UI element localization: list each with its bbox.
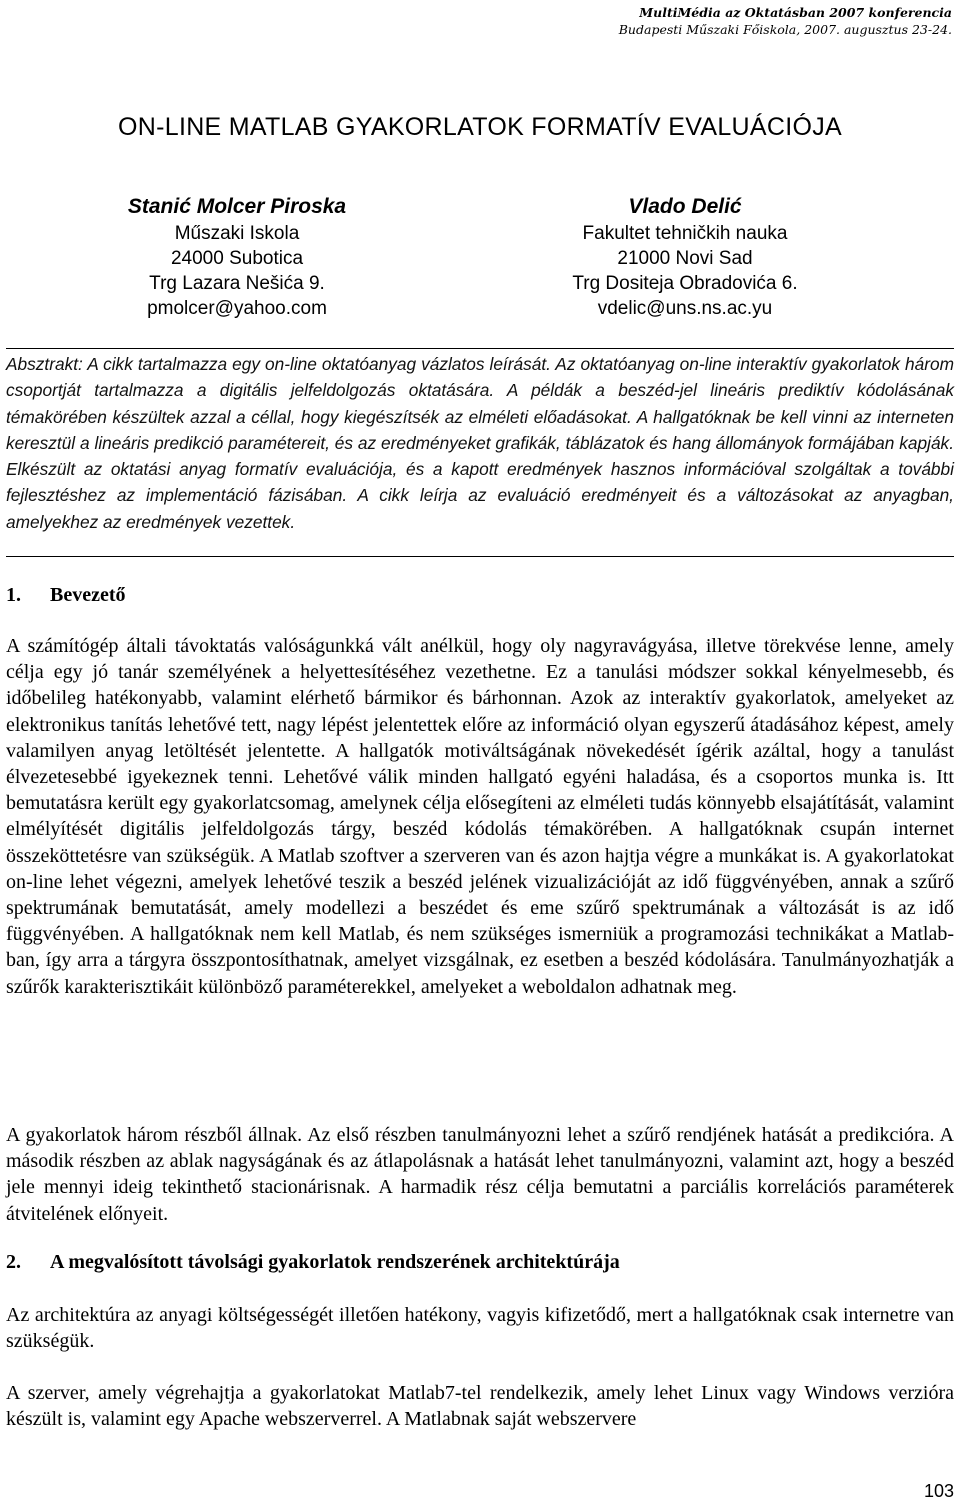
author-city: 21000 Novi Sad xyxy=(617,248,753,269)
section-heading-1 xyxy=(6,584,126,607)
conference-venue: Budapesti Műszaki Főiskola, 2007. augusztus 23-24. xyxy=(618,22,952,37)
abstract-bottom-rule xyxy=(6,556,954,557)
author-email: vdelic@uns.ns.ac.yu xyxy=(597,298,773,319)
author-block-2 xyxy=(520,193,850,321)
author-institution: Fakultet tehničkih nauka xyxy=(582,223,788,244)
section-heading-2 xyxy=(6,1251,620,1274)
section-number: 1. xyxy=(6,584,21,606)
author-name: Vlado Delić xyxy=(628,195,742,218)
conference-header xyxy=(619,4,952,38)
abstract-top-rule xyxy=(6,348,954,349)
author-institution: Műszaki Iskola xyxy=(174,223,300,244)
author-city: 24000 Subotica xyxy=(170,248,304,269)
page-number: 103 xyxy=(923,1481,954,1501)
paragraph: A szerver, amely végrehajtja a gyakorlatokat Matlab7-tel rendelkezik, amely lehet Linux vagy Windows verzióra készült is, valamint egy Apache webszerverrel. A Matlabnak saját webszervere xyxy=(6,1382,954,1431)
paragraph: Az architektúra az anyagi költségességét illetően hatékony, vagyis kifizetődő, mert a hallgatóknak csak internetre van szükségük. xyxy=(6,1304,954,1353)
paper-title: ON-LINE MATLAB GYAKORLATOK FORMATÍV EVALUÁCIÓJA xyxy=(118,113,842,141)
paragraph: A gyakorlatok három részből állnak. Az első részben tanulmányozni lehet a szűrő rendjének hatását a predikcióra. A második részben az ablak nagyságának és az átlapolásnak a hatását lehet tanulmányozni, valamint azt, hogy a beszéd jele mennyi ideig tekinthető stacionárisnak. A harmadik rész célja bemutatni a parciális korrelációs paraméterek átvitelének előnyeit. xyxy=(6,1124,954,1225)
abstract: Absztrakt: A cikk tartalmazza egy on-line oktatóanyag vázlatos leírását. Az oktatóanyag on-line interaktív gyakorlatok három csoportját tartalmazza a digitális jelfeldolgozás oktatására. A példák a beszéd-jel lineáris prediktív kódolásának témakörében készültek azzal a céllal, hogy kiegészítsék az elméleti előadásokat. A hallgatóknak be kell vinni az interneten keresztül a lineáris predikció paramétereit, és az eredményeket grafikák, táblázatok és hang állományok formájában kapják. Elkészült az oktatási anyag formatív evaluációja, és a kapott eredmények hasznos információval szolgáltak a további fejlesztéshez az implementáció fázisában. A cikk leírja az evaluáció eredményeit és a változásokat az anyagban, amelyekhez az eredmények vezettek. xyxy=(6,354,954,532)
section-number: 2. xyxy=(6,1251,21,1273)
section-title: Bevezető xyxy=(50,584,126,606)
section-title: A megvalósított távolsági gyakorlatok rendszerének architektúrája xyxy=(50,1251,620,1273)
author-block-1 xyxy=(72,193,402,321)
paragraph: A számítógép általi távoktatás valóságunkká vált anélkül, hogy oly nagyravágyása, illetve törekvése lenne, amely célja egy jó tanár személyének a helyettesítéséhez vezethetne. Ez a tanulási módszer sokkal kényelmesebb, és időbelileg hatékonyabb, valamint elérhető bármikor és bárhonnan. Azok az interaktív gyakorlatok, amelyeket az elektronikus tanítás lehetővé tett, nagy lépést jelentettek előre az információ olyan egyszerű átadásához képest, amely valamilyen anyag letöltését jelentette. A hallgatók motiváltságának növekedését ígérik azáltal, hogy a tanulást élvezetesebbé igyekeznek tenni. Lehetővé válik minden hallgató egyéni haladása, és a csoportos munka is. Itt bemutatásra került egy gyakorlatcsomag, amelynek célja elősegíteni az elméleti tudás könnyebb elsajátítását, valamint elmélyítését digitális jelfeldolgozás tárgy, beszéd kódolás témakörében. A hallgatóknak csupán internet összeköttetésre van szükségük. A Matlab szoftver a szerveren van és azon hajtja végre a munkákat is. A gyakorlatokat on-line lehet végezni, amelyek lehetővé teszik a beszéd jelének vizualizációját az idő függvényében, annak a szűrő spektrumának bemutatását, amely modellezi a beszédet és eme szűrő spektrumának a változását is az idő függvényében. A hallgatóknak nem kell Matlab, és nem szükséges ismerniük a programozási technikákat a Matlab-ban, így arra a tárgyra összpontosíthatnak, amelyet vizsgálnak, ez esetben a beszéd kódolására. Tanulmányozhatják a szűrők karakterisztikáit különböző paraméterekkel, amelyeket a weboldalon adhatnak meg. xyxy=(6,635,954,998)
author-email: pmolcer@yahoo.com xyxy=(147,298,327,319)
conference-name: MultiMédia az Oktatásban 2007 konferencia xyxy=(639,5,952,20)
author-street: Trg Dositeja Obradovića 6. xyxy=(572,273,798,294)
author-name: Stanić Molcer Piroska xyxy=(127,195,347,218)
author-street: Trg Lazara Nešića 9. xyxy=(149,273,325,294)
